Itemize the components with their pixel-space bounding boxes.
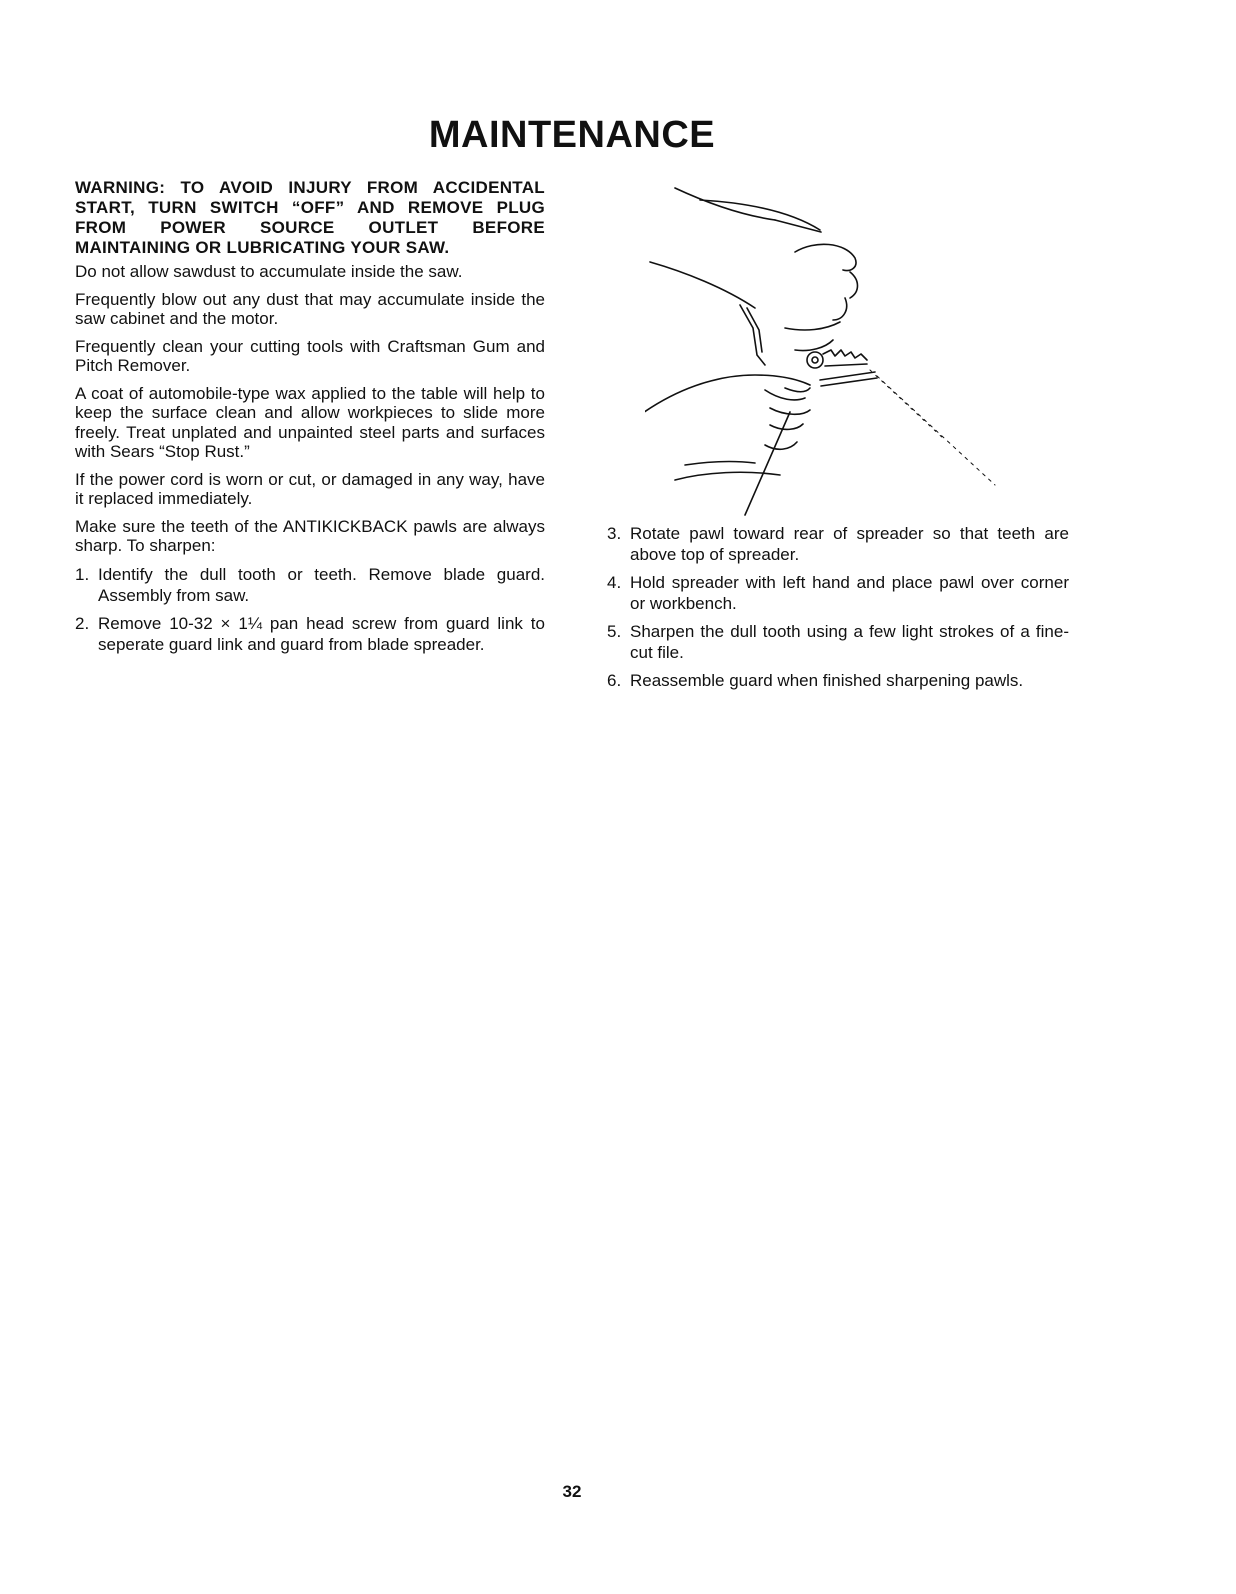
step-text: Hold spreader with left hand and place pawl over corner or workbench.: [630, 573, 1069, 613]
step-item: [607, 572, 1069, 614]
step-number: 2.: [75, 613, 90, 633]
page-title: MAINTENANCE: [428, 114, 716, 156]
steps-list-right: [607, 523, 1069, 691]
paragraph-clean-tools: Frequently clean your cutting tools with Craftsman Gum and Pitch Remover.: [75, 336, 545, 375]
paragraph-wax-table: A coat of automobile-type wax applied to the table will help to keep the surface clean and allow workpieces to slide more freely. Treat unplated and unpainted steel parts and surfaces with Sears “Stop Rust.”: [75, 383, 545, 461]
step-number: 3.: [607, 524, 622, 543]
step-item: [75, 613, 545, 655]
step-item: [75, 564, 545, 606]
paragraph-sawdust: Do not allow sawdust to accumulate inside the saw.: [75, 262, 463, 281]
step-number: 1.: [75, 564, 90, 584]
right-column: [607, 523, 1069, 698]
paragraph-pawls-sharp: Make sure the teeth of the ANTIKICKBACK pawls are always sharp. To sharpen:: [75, 516, 545, 555]
step-number: 5.: [607, 622, 622, 641]
paragraph-power-cord: If the power cord is worn or cut, or damaged in any way, have it replaced immediately.: [75, 469, 545, 508]
step-text: Reassemble guard when finished sharpening pawls.: [630, 671, 1024, 690]
step-number: 6.: [607, 671, 622, 690]
step-text: Identify the dull tooth or teeth. Remove blade guard. Assembly from saw.: [98, 564, 545, 605]
step-number: 4.: [607, 573, 622, 592]
hands-filing-pawl-drawing: [645, 180, 1005, 520]
step-text: Sharpen the dull tooth using a few light strokes of a fine-cut file.: [630, 622, 1069, 662]
step-item: [607, 670, 1069, 691]
page-number: 32: [562, 1482, 582, 1501]
steps-list-left: [75, 564, 545, 655]
step-text: Remove 10-32 × 1¼ pan head screw from guard link to seperate guard link and guard from blade spreader.: [98, 613, 545, 654]
left-column: [75, 178, 545, 662]
warning-text: WARNING: TO AVOID INJURY FROM ACCIDENTAL START, TURN SWITCH “OFF” AND REMOVE PLUG FROM POWER SOURCE OUTLET BEFORE MAINTAINING OR LUBRICATING YOUR SAW.: [75, 178, 545, 257]
paragraph-blow-out-dust: Frequently blow out any dust that may accumulate inside the saw cabinet and the motor.: [75, 289, 545, 328]
step-text: Rotate pawl toward rear of spreader so that teeth are above top of spreader.: [630, 524, 1069, 564]
step-item: [607, 621, 1069, 663]
step-item: [607, 523, 1069, 565]
sharpening-illustration: [645, 180, 1005, 520]
